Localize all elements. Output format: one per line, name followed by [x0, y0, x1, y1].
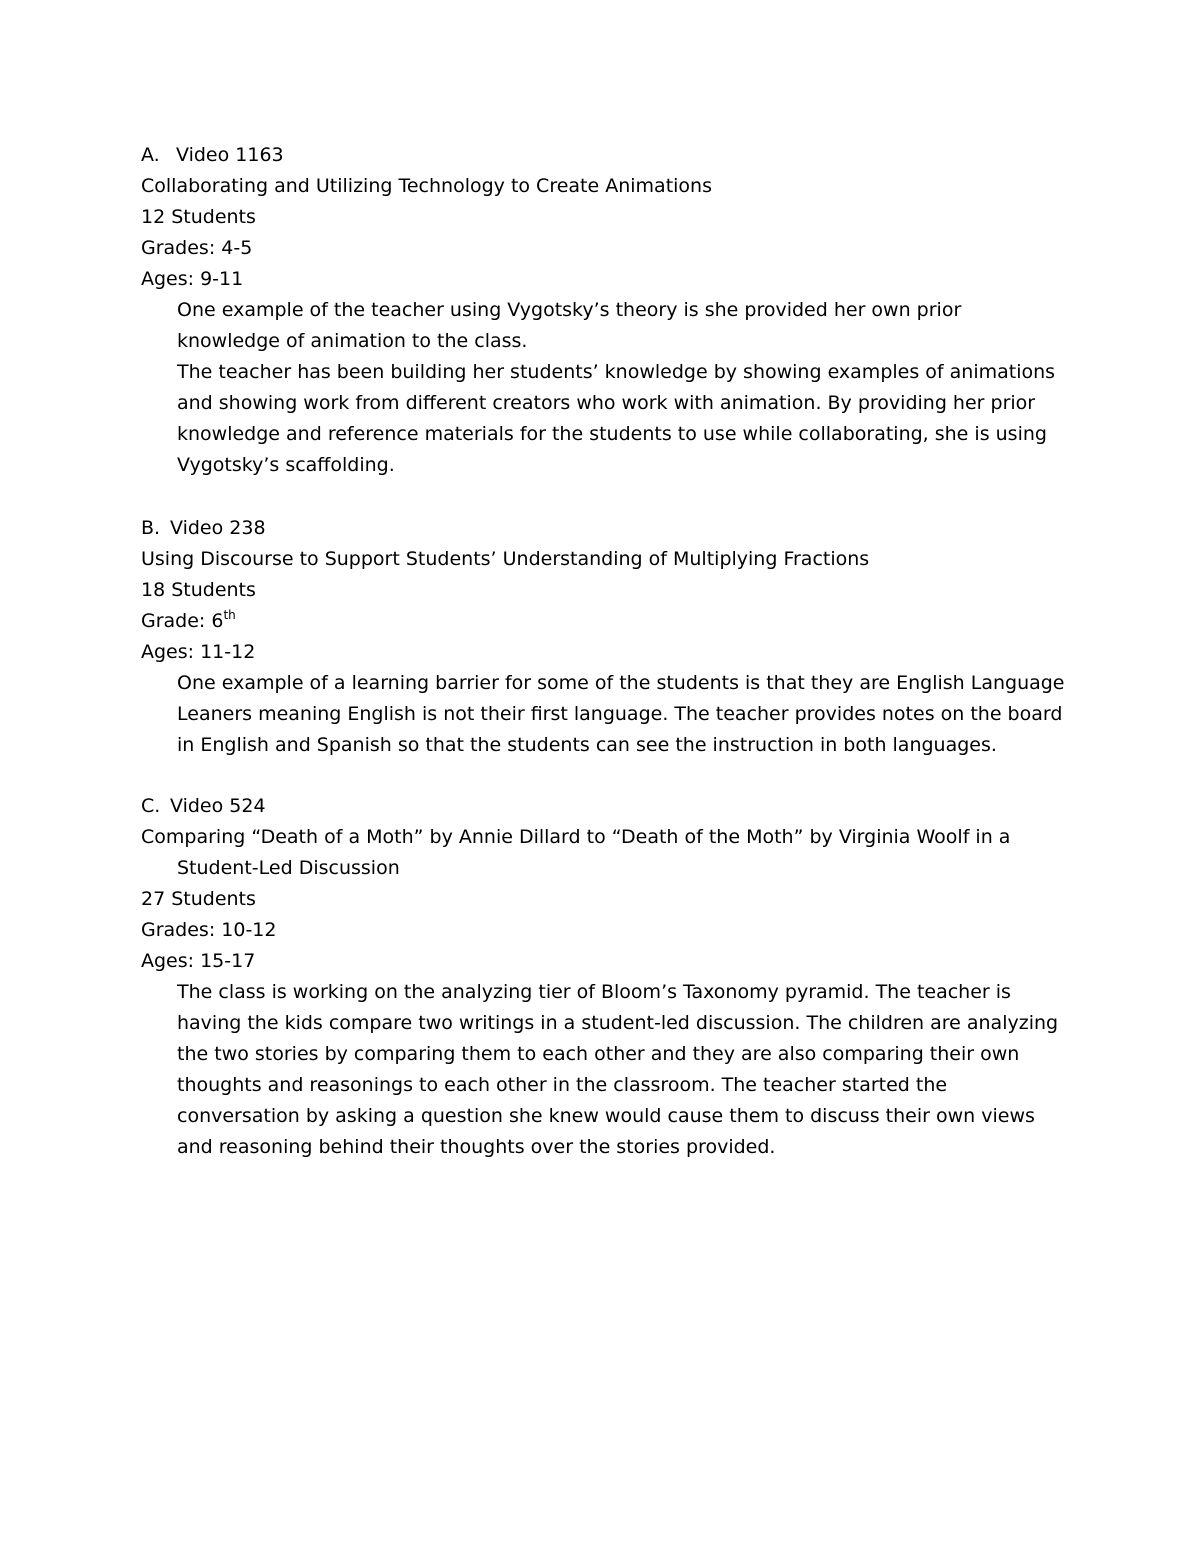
paragraph-line: The teacher has been building her students’ knowledge by showing examples of animations — [177, 361, 1056, 383]
section-a — [141, 140, 1101, 481]
video-number: Video 238 — [170, 517, 266, 539]
list-marker: A. — [141, 144, 160, 166]
section-b-paragraph — [141, 668, 1101, 761]
section-c-students: 27 Students — [141, 888, 256, 910]
section-a-students: 12 Students — [141, 206, 256, 228]
section-b-title: Using Discourse to Support Students’ Understanding of Multiplying Fractions — [141, 548, 870, 570]
section-a-grades: Grades: 4-5 — [141, 237, 253, 259]
list-marker: C. — [141, 795, 161, 817]
paragraph-line: and reasoning behind their thoughts over the stories provided. — [177, 1136, 776, 1158]
paragraph-line: The class is working on the analyzing tier of Bloom’s Taxonomy pyramid. The teacher is — [177, 981, 1011, 1003]
section-b-students: 18 Students — [141, 579, 256, 601]
section-a-paragraph — [141, 295, 1101, 481]
section-b-grade — [141, 606, 1101, 637]
paragraph-line: One example of a learning barrier for some of the students is that they are English Language — [177, 672, 1065, 694]
section-c — [141, 791, 1101, 1163]
video-number: Video 524 — [170, 795, 266, 817]
video-number: Video 1163 — [176, 144, 284, 166]
paragraph-line: knowledge and reference materials for the students to use while collaborating, she is using — [177, 423, 1047, 445]
section-c-ages: Ages: 15-17 — [141, 950, 256, 972]
paragraph-line: knowledge of animation to the class. — [177, 330, 528, 352]
list-marker: B. — [141, 517, 161, 539]
paragraph-line: Leaners meaning English is not their first language. The teacher provides notes on the board — [177, 703, 1063, 725]
section-b-ages: Ages: 11-12 — [141, 641, 256, 663]
paragraph-line: thoughts and reasonings to each other in the classroom. The teacher started the — [177, 1074, 948, 1096]
paragraph-line: having the kids compare two writings in a student-led discussion. The children are analyzing — [177, 1012, 1059, 1034]
section-a-heading — [141, 140, 1101, 171]
section-c-grades: Grades: 10-12 — [141, 919, 277, 941]
paragraph-line: Vygotsky’s scaffolding. — [177, 454, 395, 476]
section-a-ages: Ages: 9-11 — [141, 268, 244, 290]
section-c-heading — [141, 791, 1101, 822]
paragraph-line: One example of the teacher using Vygotsky’s theory is she provided her own prior — [177, 299, 962, 321]
paragraph-line: conversation by asking a question she knew would cause them to discuss their own views — [177, 1105, 1035, 1127]
section-a-title: Collaborating and Utilizing Technology to Create Animations — [141, 175, 712, 197]
section-c-title: Comparing “Death of a Moth” by Annie Dillard to “Death of the Moth” by Virginia Woolf in a — [141, 826, 1011, 848]
section-b — [141, 513, 1101, 761]
paragraph-line: and showing work from different creators who work with animation. By providing her prior — [177, 392, 1036, 414]
section-c-paragraph — [141, 977, 1101, 1163]
section-c-title-continued: Student-Led Discussion — [177, 857, 400, 879]
grade-text: Grade: 6 — [141, 610, 224, 632]
paragraph-line: in English and Spanish so that the students can see the instruction in both languages. — [177, 734, 997, 756]
section-b-heading — [141, 513, 1101, 544]
grade-ordinal-suffix: th — [223, 608, 236, 622]
paragraph-line: the two stories by comparing them to each other and they are also comparing their own — [177, 1043, 1020, 1065]
